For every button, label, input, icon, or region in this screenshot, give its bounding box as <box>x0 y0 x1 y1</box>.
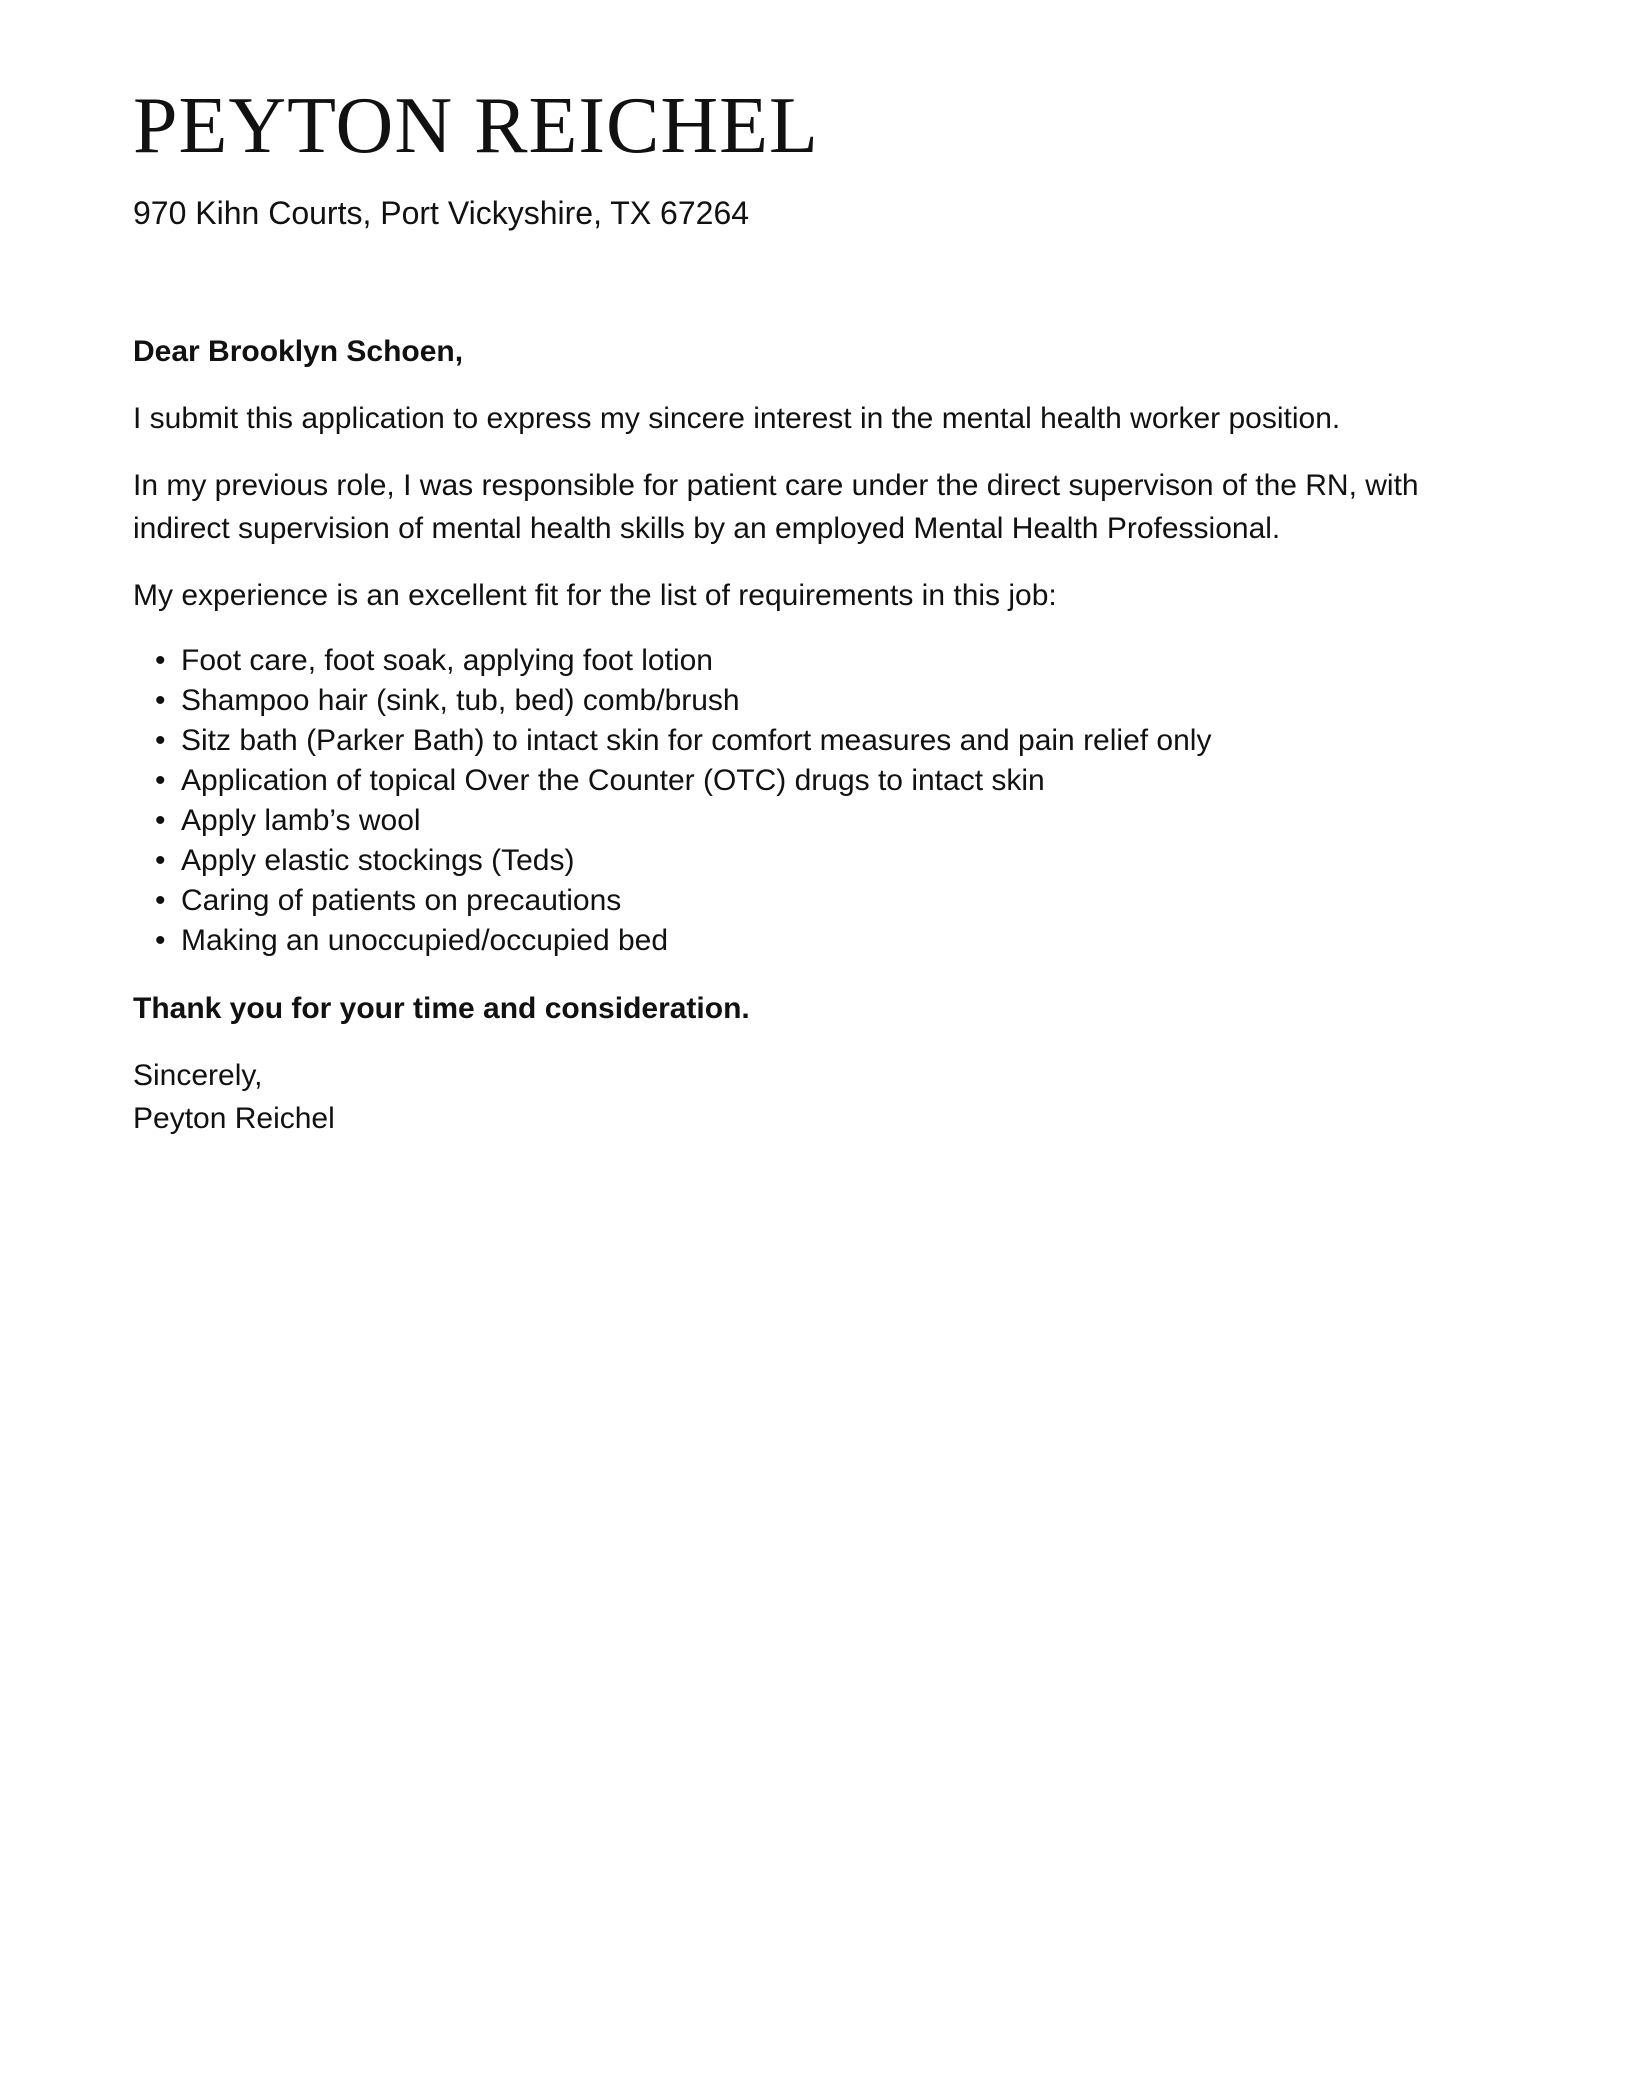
closing-line: Thank you for your time and consideration. <box>133 992 750 1025</box>
list-item: • Caring of patients on precautions <box>155 884 622 917</box>
signoff-block <box>133 1054 1503 1140</box>
list-item: • Shampoo hair (sink, tub, bed) comb/brush <box>155 684 740 717</box>
applicant-name: PEYTON REICHEL <box>133 82 819 170</box>
intro-paragraph: I submit this application to express my sincere interest in the mental health worker position. <box>133 402 1341 435</box>
list-item: • Apply lamb’s wool <box>155 804 421 837</box>
signature-name: Peyton Reichel <box>133 1102 335 1135</box>
salutation: Dear Brooklyn Schoen, <box>133 335 464 368</box>
list-item: • Making an unoccupied/occupied bed <box>155 924 669 957</box>
list-item: • Apply elastic stockings (Teds) <box>155 844 575 877</box>
letter-body <box>133 330 1503 1140</box>
requirements-list <box>133 641 1503 961</box>
requirements-intro: My experience is an excellent fit for the list of requirements in this job: <box>133 579 1057 612</box>
list-item: • Application of topical Over the Counter (OTC) drugs to intact skin <box>155 764 1045 797</box>
applicant-address: 970 Kihn Courts, Port Vickyshire, TX 67264 <box>133 195 750 231</box>
experience-paragraph: In my previous role, I was responsible for patient care under the direct supervison of the RN, with indirect supervision of mental health skills by an employed Mental Health Professional. <box>133 469 1419 545</box>
list-item: • Sitz bath (Parker Bath) to intact skin for comfort measures and pain relief only <box>155 724 1212 757</box>
signoff-text: Sincerely, <box>133 1059 263 1092</box>
list-item: • Foot care, foot soak, applying foot lotion <box>155 644 713 677</box>
